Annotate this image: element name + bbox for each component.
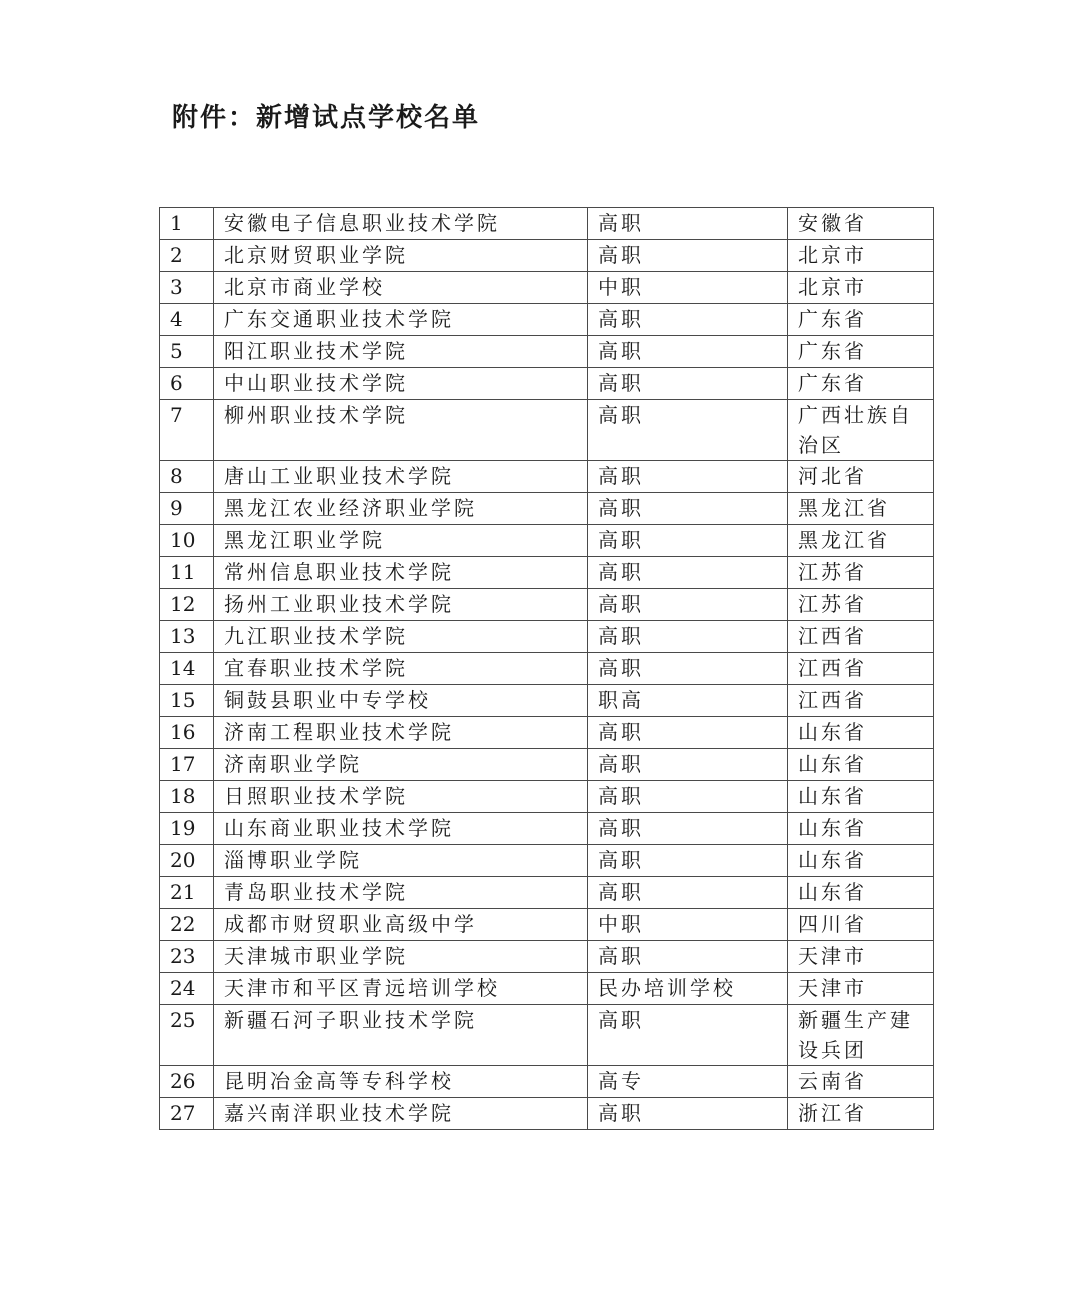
- table-row: [160, 781, 934, 813]
- row-number-cell: 11: [160, 557, 214, 589]
- school-name-cell: 青岛职业技术学院: [214, 877, 588, 909]
- table-row: [160, 1066, 934, 1098]
- province-cell: 江西省: [788, 653, 934, 685]
- school-type-cell: 职高: [588, 685, 788, 717]
- school-list-body: [160, 208, 934, 1130]
- table-row: [160, 909, 934, 941]
- row-number-cell: 18: [160, 781, 214, 813]
- province-cell: 四川省: [788, 909, 934, 941]
- province-cell: 浙江省: [788, 1098, 934, 1130]
- table-row: [160, 400, 934, 461]
- table-row: [160, 525, 934, 557]
- school-name-cell: 天津城市职业学院: [214, 941, 588, 973]
- table-row: [160, 653, 934, 685]
- school-name-cell: 天津市和平区青远培训学校: [214, 973, 588, 1005]
- school-name-cell: 淄博职业学院: [214, 845, 588, 877]
- row-number-cell: 23: [160, 941, 214, 973]
- school-name-cell: 柳州职业技术学院: [214, 400, 588, 461]
- table-row: [160, 461, 934, 493]
- table-row: [160, 1005, 934, 1066]
- table-row: [160, 272, 934, 304]
- school-type-cell: 高职: [588, 304, 788, 336]
- row-number-cell: 9: [160, 493, 214, 525]
- school-name-cell: 广东交通职业技术学院: [214, 304, 588, 336]
- school-name-cell: 济南职业学院: [214, 749, 588, 781]
- row-number-cell: 12: [160, 589, 214, 621]
- table-row: [160, 493, 934, 525]
- school-name-cell: 北京市商业学校: [214, 272, 588, 304]
- table-row: [160, 973, 934, 1005]
- table-row: [160, 557, 934, 589]
- school-type-cell: 高职: [588, 941, 788, 973]
- row-number-cell: 14: [160, 653, 214, 685]
- school-type-cell: 高职: [588, 557, 788, 589]
- school-type-cell: 民办培训学校: [588, 973, 788, 1005]
- province-cell: 江苏省: [788, 557, 934, 589]
- row-number-cell: 8: [160, 461, 214, 493]
- province-cell: 山东省: [788, 749, 934, 781]
- table-row: [160, 240, 934, 272]
- school-name-cell: 黑龙江职业学院: [214, 525, 588, 557]
- school-name-cell: 宜春职业技术学院: [214, 653, 588, 685]
- school-name-cell: 九江职业技术学院: [214, 621, 588, 653]
- row-number-cell: 3: [160, 272, 214, 304]
- school-name-cell: 安徽电子信息职业技术学院: [214, 208, 588, 240]
- school-name-cell: 山东商业职业技术学院: [214, 813, 588, 845]
- page-title: 附件：新增试点学校名单: [172, 103, 481, 133]
- row-number-cell: 6: [160, 368, 214, 400]
- school-name-cell: 新疆石河子职业技术学院: [214, 1005, 588, 1066]
- school-type-cell: 高职: [588, 208, 788, 240]
- province-cell: 山东省: [788, 845, 934, 877]
- province-cell: 北京市: [788, 240, 934, 272]
- school-name-cell: 扬州工业职业技术学院: [214, 589, 588, 621]
- row-number-cell: 21: [160, 877, 214, 909]
- row-number-cell: 19: [160, 813, 214, 845]
- table-row: [160, 368, 934, 400]
- table-row: [160, 621, 934, 653]
- province-cell: 山东省: [788, 813, 934, 845]
- row-number-cell: 26: [160, 1066, 214, 1098]
- school-name-cell: 济南工程职业技术学院: [214, 717, 588, 749]
- row-number-cell: 24: [160, 973, 214, 1005]
- school-type-cell: 高职: [588, 589, 788, 621]
- school-type-cell: 高职: [588, 368, 788, 400]
- table-row: [160, 845, 934, 877]
- school-type-cell: 高职: [588, 461, 788, 493]
- province-cell: 山东省: [788, 781, 934, 813]
- row-number-cell: 10: [160, 525, 214, 557]
- school-type-cell: 中职: [588, 272, 788, 304]
- table-row: [160, 717, 934, 749]
- row-number-cell: 13: [160, 621, 214, 653]
- row-number-cell: 1: [160, 208, 214, 240]
- school-type-cell: 高职: [588, 813, 788, 845]
- school-name-cell: 铜鼓县职业中专学校: [214, 685, 588, 717]
- school-name-cell: 嘉兴南洋职业技术学院: [214, 1098, 588, 1130]
- school-type-cell: 高职: [588, 845, 788, 877]
- row-number-cell: 7: [160, 400, 214, 461]
- school-name-cell: 中山职业技术学院: [214, 368, 588, 400]
- province-cell: 广东省: [788, 336, 934, 368]
- province-cell: 安徽省: [788, 208, 934, 240]
- school-name-cell: 成都市财贸职业高级中学: [214, 909, 588, 941]
- row-number-cell: 4: [160, 304, 214, 336]
- school-name-cell: 昆明冶金高等专科学校: [214, 1066, 588, 1098]
- school-type-cell: 中职: [588, 909, 788, 941]
- row-number-cell: 25: [160, 1005, 214, 1066]
- school-name-cell: 日照职业技术学院: [214, 781, 588, 813]
- row-number-cell: 15: [160, 685, 214, 717]
- table-row: [160, 813, 934, 845]
- province-cell: 山东省: [788, 717, 934, 749]
- province-cell: 黑龙江省: [788, 493, 934, 525]
- row-number-cell: 17: [160, 749, 214, 781]
- school-name-cell: 阳江职业技术学院: [214, 336, 588, 368]
- school-type-cell: 高职: [588, 781, 788, 813]
- province-cell: 广西壮族自治区: [788, 400, 934, 461]
- school-type-cell: 高职: [588, 493, 788, 525]
- school-type-cell: 高职: [588, 400, 788, 461]
- row-number-cell: 5: [160, 336, 214, 368]
- table-row: [160, 589, 934, 621]
- school-type-cell: 高职: [588, 653, 788, 685]
- school-name-cell: 黑龙江农业经济职业学院: [214, 493, 588, 525]
- school-type-cell: 高职: [588, 240, 788, 272]
- province-cell: 江西省: [788, 685, 934, 717]
- table-row: [160, 685, 934, 717]
- province-cell: 山东省: [788, 877, 934, 909]
- row-number-cell: 20: [160, 845, 214, 877]
- school-type-cell: 高职: [588, 1005, 788, 1066]
- school-type-cell: 高职: [588, 877, 788, 909]
- table-row: [160, 941, 934, 973]
- table-row: [160, 877, 934, 909]
- school-list-table: [159, 207, 934, 1130]
- school-type-cell: 高职: [588, 336, 788, 368]
- school-name-cell: 常州信息职业技术学院: [214, 557, 588, 589]
- province-cell: 江西省: [788, 621, 934, 653]
- row-number-cell: 27: [160, 1098, 214, 1130]
- school-type-cell: 高职: [588, 1098, 788, 1130]
- table-row: [160, 336, 934, 368]
- school-type-cell: 高专: [588, 1066, 788, 1098]
- row-number-cell: 16: [160, 717, 214, 749]
- row-number-cell: 22: [160, 909, 214, 941]
- table-row: [160, 304, 934, 336]
- table-row: [160, 1098, 934, 1130]
- province-cell: 江苏省: [788, 589, 934, 621]
- table-row: [160, 749, 934, 781]
- province-cell: 北京市: [788, 272, 934, 304]
- school-type-cell: 高职: [588, 717, 788, 749]
- province-cell: 云南省: [788, 1066, 934, 1098]
- province-cell: 广东省: [788, 368, 934, 400]
- school-type-cell: 高职: [588, 749, 788, 781]
- school-name-cell: 北京财贸职业学院: [214, 240, 588, 272]
- province-cell: 天津市: [788, 973, 934, 1005]
- province-cell: 黑龙江省: [788, 525, 934, 557]
- school-type-cell: 高职: [588, 525, 788, 557]
- province-cell: 广东省: [788, 304, 934, 336]
- row-number-cell: 2: [160, 240, 214, 272]
- province-cell: 新疆生产建设兵团: [788, 1005, 934, 1066]
- province-cell: 天津市: [788, 941, 934, 973]
- province-cell: 河北省: [788, 461, 934, 493]
- school-type-cell: 高职: [588, 621, 788, 653]
- school-name-cell: 唐山工业职业技术学院: [214, 461, 588, 493]
- table-row: [160, 208, 934, 240]
